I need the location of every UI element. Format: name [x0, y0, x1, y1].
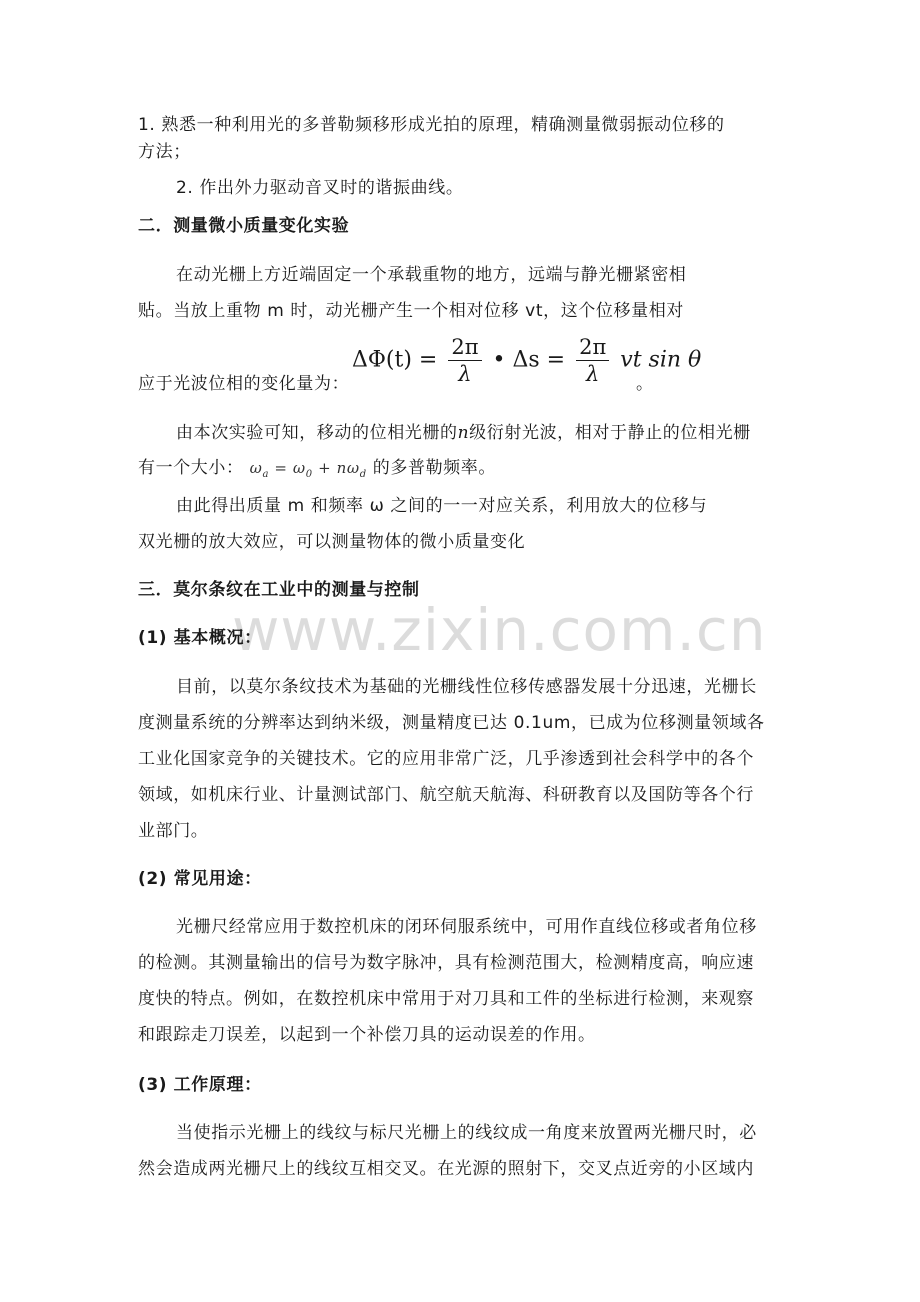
text-line: 工业化国家竞争的关键技术。它的应用非常广泛，几乎渗透到社会科学中的各个	[138, 749, 754, 769]
text-line: 度测量系统的分辨率达到纳米级，测量精度已达 0.1um，已成为位移测量领域各	[138, 713, 765, 733]
text-span: 有一个大小：	[138, 458, 244, 478]
formula-middle: • Δs =	[492, 347, 566, 373]
text-line	[138, 456, 496, 480]
text-line: 和跟踪走刀误差，以起到一个补偿刀具的运动误差的作用。	[138, 1025, 596, 1045]
watermark: www.zixin.com.cn	[232, 596, 767, 664]
text-line: 然会造成两光栅尺上的线纹互相交叉。在光源的照射下，交叉点近旁的小区域内	[138, 1159, 754, 1179]
text-line: 的检测。其测量输出的信号为数字脉冲，具有检测范围大，检测精度高，响应速	[138, 953, 754, 973]
formula-lhs: ΔΦ(t) =	[352, 347, 438, 373]
text-line: 领域，如机床行业、计量测试部门、航空航天航海、科研教育以及国防等各个行	[138, 785, 754, 805]
formula-rhs: vt sin θ	[620, 347, 702, 373]
section-heading: 三．莫尔条纹在工业中的测量与控制	[138, 580, 420, 600]
fraction-numerator: 2π	[448, 334, 481, 361]
subsection-heading: (2) 常见用途：	[138, 869, 262, 889]
text-line: 在动光栅上方近端固定一个承载重物的地方，远端与静光栅紧密相	[176, 265, 687, 285]
text-span: 由本次实验可知，移动的位相光栅的	[176, 423, 458, 443]
text-line: 业部门。	[138, 821, 209, 841]
fraction	[448, 334, 481, 387]
fraction-numerator: 2π	[576, 334, 609, 361]
text-line: 光栅尺经常应用于数控机床的闭环伺服系统中，可用作直线位移或者角位移	[176, 917, 757, 937]
text-line: 贴。当放上重物 m 时，动光栅产生一个相对位移 vt，这个位移量相对	[138, 301, 684, 321]
text-line: 当使指示光栅上的线纹与标尺光栅上的线纹成一角度来放置两光栅尺时，必	[176, 1123, 757, 1143]
subsection-heading: (3) 工作原理：	[138, 1075, 262, 1095]
section-heading: 二．测量微小质量变化实验	[138, 216, 350, 236]
text-line: 。	[636, 374, 654, 394]
text-line: 由此得出质量 m 和频率 ω 之间的一一对应关系，利用放大的位移与	[176, 496, 708, 516]
text-line: 1. 熟悉一种利用光的多普勒频移形成光拍的原理，精确测量微弱振动位移的	[138, 115, 725, 135]
text-line: 方法；	[138, 142, 191, 162]
text-line: 2. 作出外力驱动音叉时的谐振曲线。	[176, 178, 464, 198]
fraction-denominator: λ	[458, 362, 472, 386]
text-line: 双光栅的放大效应，可以测量物体的微小质量变化	[138, 532, 526, 552]
fraction	[576, 334, 609, 387]
math-variable: n	[457, 423, 470, 443]
doppler-formula: $\omega_a = \omega_0 + n\omega_d$	[249, 459, 367, 480]
text-span: 级衍射光波，相对于静止的位相光栅	[469, 423, 751, 443]
text-line: 度快的特点。例如，在数控机床中常用于对刀具和工件的坐标进行检测，来观察	[138, 989, 754, 1009]
fraction-denominator: λ	[586, 362, 600, 386]
text-line: 目前，以莫尔条纹技术为基础的光栅线性位移传感器发展十分迅速，光栅长	[176, 677, 757, 697]
text-line: 应于光波位相的变化量为：	[138, 374, 350, 394]
text-span: 的多普勒频率。	[372, 458, 496, 478]
text-line	[176, 421, 751, 445]
subsection-heading: (1) 基本概况：	[138, 628, 262, 648]
